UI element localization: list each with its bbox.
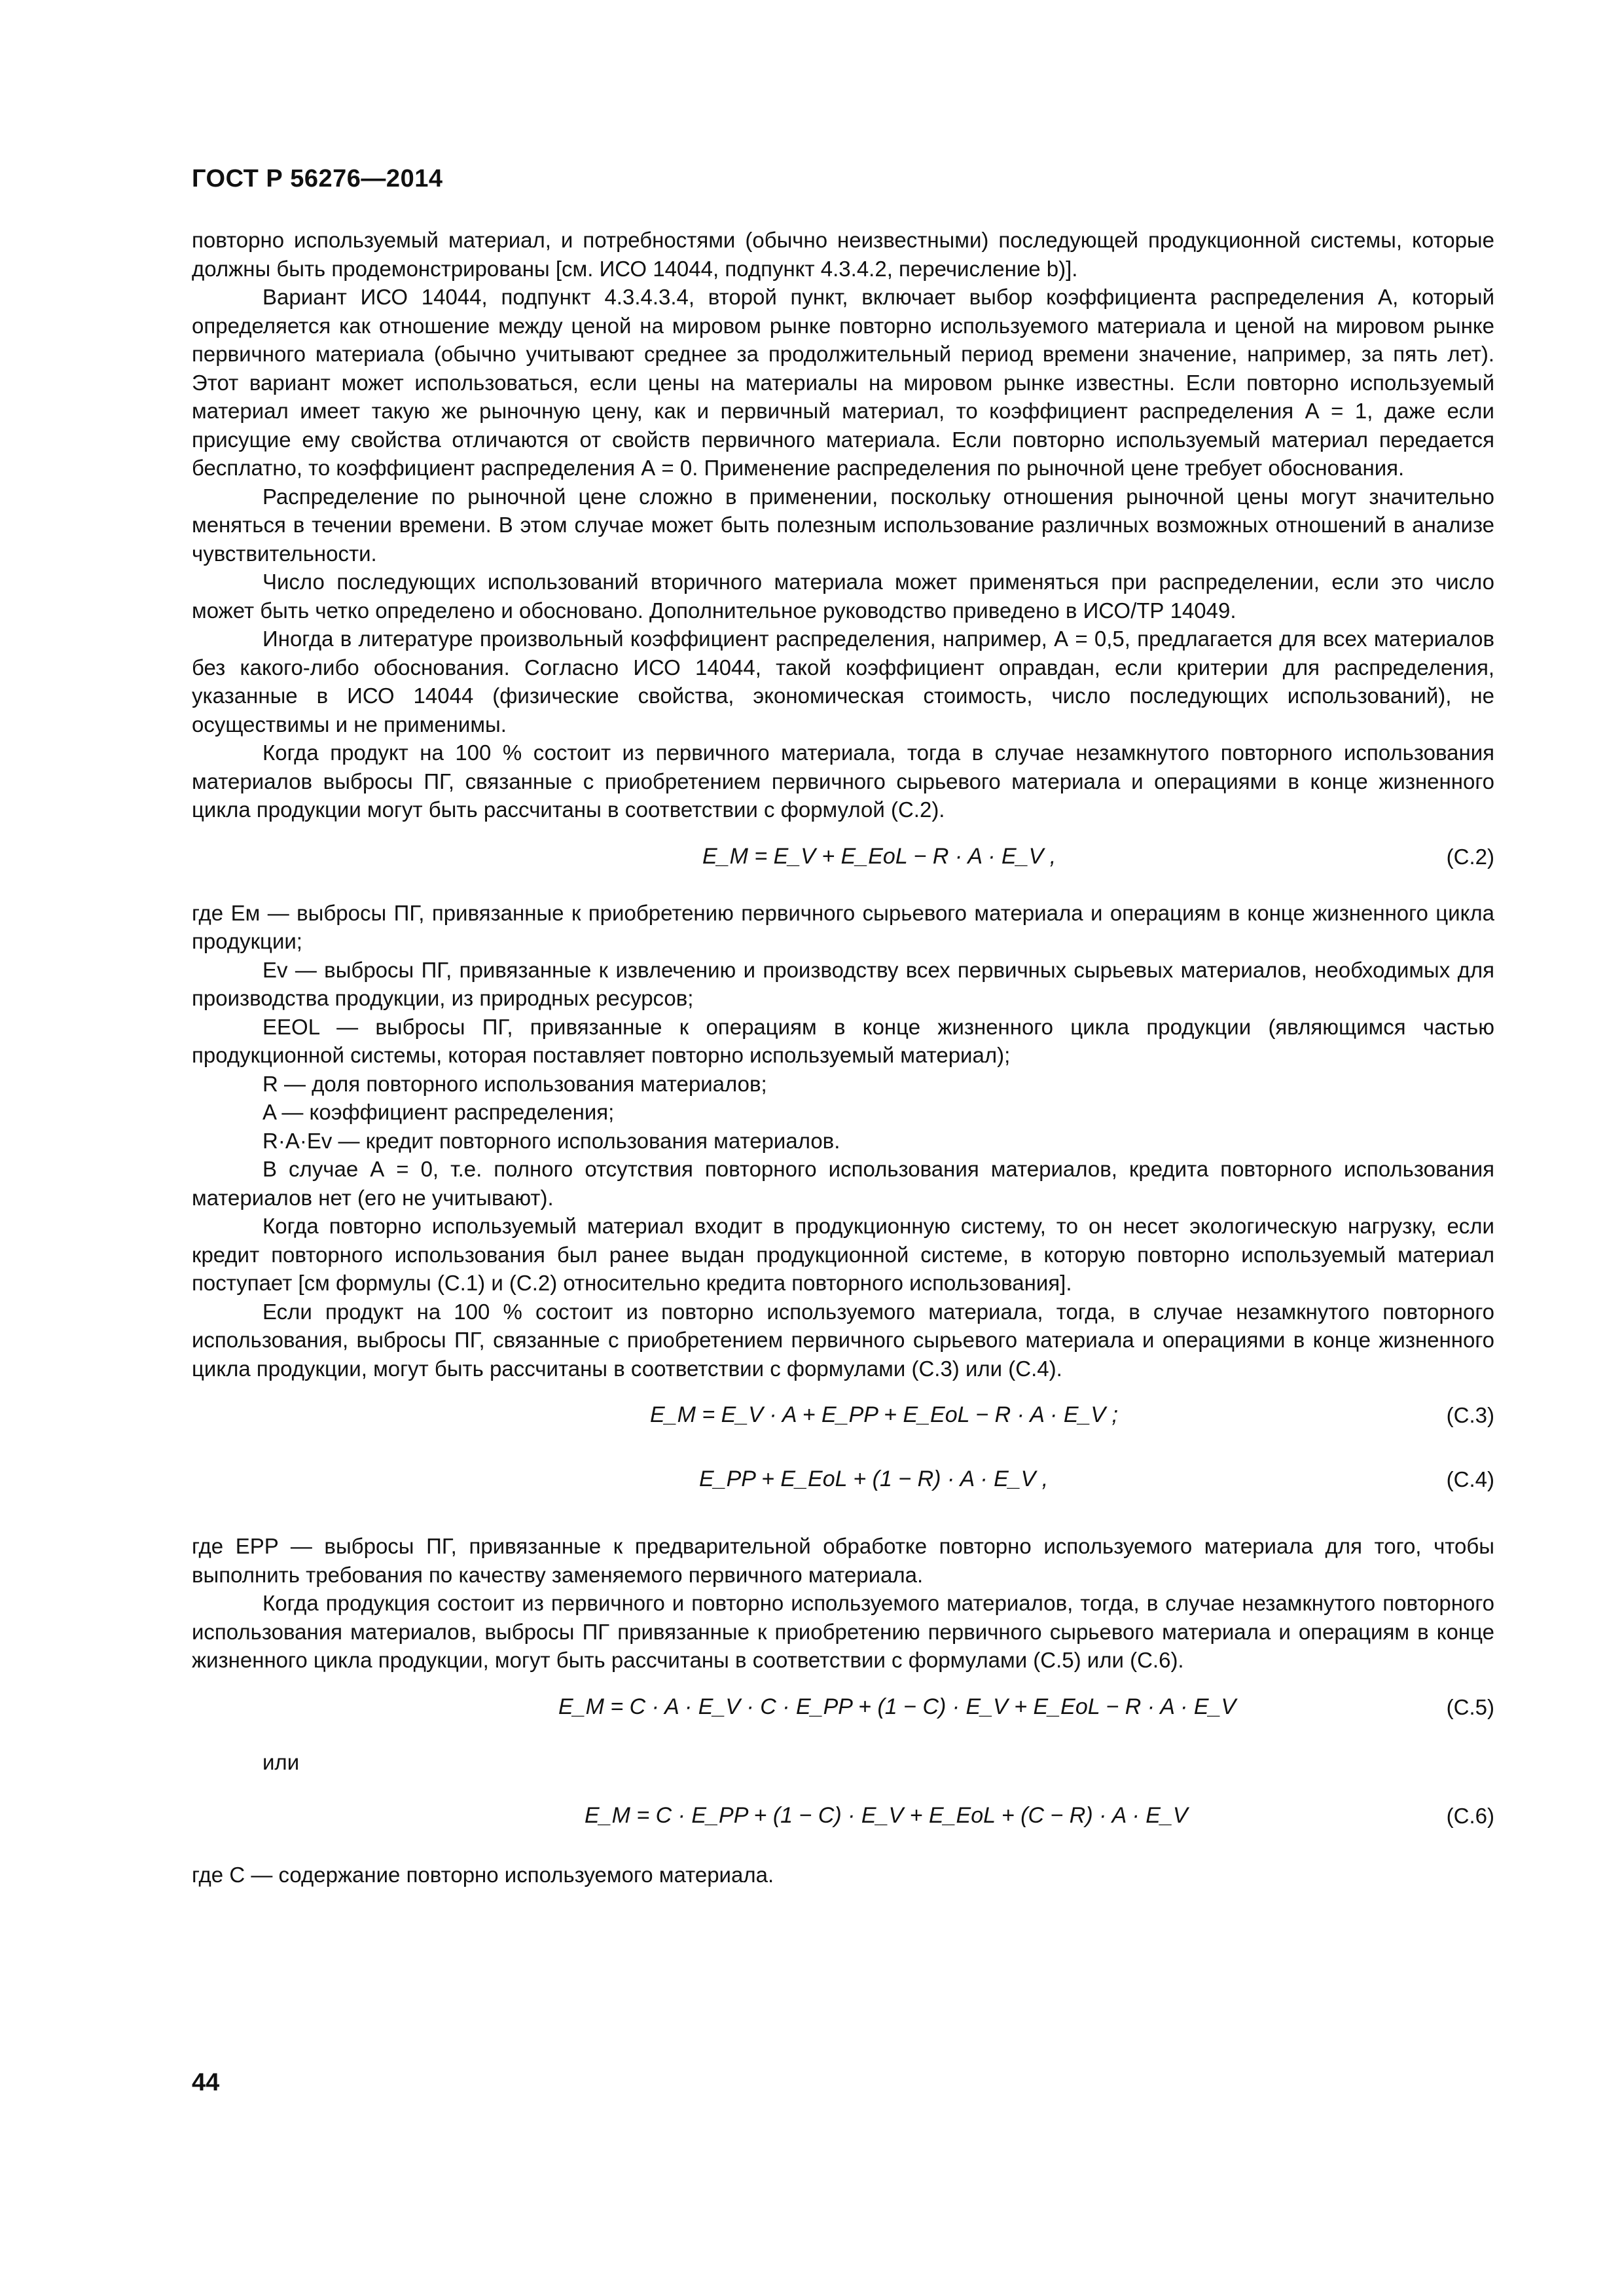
paragraph: Вариант ИСО 14044, подпункт 4.3.4.3.4, второй пункт, включает выбор коэффициента распределения А, который определяется как отношение между ценой на мировом рынке повторно используемого материала и ценой на мировом рынке первичного материала (обычно учитывают среднее за продолжительный период времени значение, например, за пять лет). Этот вариант может использоваться, если цены на материалы на мировом рынке известны. Если повторно используемый материал имеет такую же рыночную цену, как и первичный материал, то коэффициент распределения А = 1, даже если присущие ему свойства отличаются от свойств первичного материала. Если повторно используемый материал передается бесплатно, то коэффициент распределения А = 0. Применение распределения по рыночной цене требует обоснования. (192, 285, 1494, 480)
paragraph: Когда повторно используемый материал входит в продукционную систему, то он несет экологическую нагрузку, если кредит повторного использования был ранее выдан продукционной системе, в которую повторно используемый материал поступает [см формулы (С.1) и (С.2) относительно кредита повторного использования]. (192, 1214, 1494, 1295)
definition: R — доля повторного использования материалов; (262, 1071, 767, 1096)
document-header: ГОСТ Р 56276—2014 (192, 165, 443, 192)
formula-c4-row (192, 1451, 1494, 1511)
formula-c5: E_M = C · A · E_V · C · E_PP + (1 − C) · E_V + E_EoL − R · A · E_V (558, 1694, 1236, 1719)
formula-number: (С.3) (1446, 1403, 1494, 1427)
definition: A — коэффициент распределения; (262, 1100, 615, 1124)
document-body (192, 226, 1494, 1889)
paragraph: повторно используемый материал, и потребностями (обычно неизвестными) последующей продукционной системы, которые должны быть продемонстрированы [см. ИСО 14044, подпункт 4.3.4.2, перечисление b)]. (192, 228, 1494, 281)
formula-number: (С.6) (1446, 1803, 1494, 1828)
paragraph: В случае А = 0, т.е. полного отсутствия повторного использования материалов, кредита повторного использования материалов нет (его не учитывают). (192, 1157, 1494, 1210)
formula-c4: E_PP + E_EoL + (1 − R) · A · E_V , (699, 1467, 1049, 1491)
or-word: или (262, 1749, 300, 1774)
formula-c2-row (192, 828, 1494, 895)
paragraph: Иногда в литературе произвольный коэффициент распределения, например, А = 0,5, предлагается для всех материалов без какого-либо обоснования. Согласно ИСО 14044, такой коэффициент оправдан, если критерии для распределения, указанные в ИСО 14044 (физические свойства, экономическая стоимость, число последующих использований), не осуществимы и не применимы. (192, 627, 1494, 737)
formula-c6: E_M = C · E_PP + (1 − C) · E_V + E_EoL + (C − R) · A · E_V (585, 1802, 1188, 1828)
paragraph: Если продукт на 100 % состоит из повторно используемого материала, тогда, в случае незамкнутого повторного использования, выбросы ПГ, связанные с приобретением первичного сырьевого материала и операциями в конце жизненного цикла продукции, могут быть рассчитаны в соответствии с формулами (С.3) или (С.4). (192, 1299, 1494, 1381)
paragraph: Число последующих использований вторичного материала может применяться при распределении, если это число может быть четко определено и обосновано. Дополнительное руководство приведено в ИСО/ТР 14049. (192, 570, 1494, 623)
formula-c3: E_M = E_V · A + E_PP + E_EoL − R · A · E_V ; (650, 1402, 1118, 1427)
formula-c5-row (192, 1679, 1494, 1739)
definition: где Eм — выбросы ПГ, привязанные к приобретению первичного сырьевого материала и операциям в конце жизненного цикла продукции; (192, 900, 1494, 953)
paragraph: Когда продукция состоит из первичного и повторно используемого материалов, тогда, в случае незамкнутого повторного использования материалов, выбросы ПГ привязанные к приобретению первичного сырьевого материала и операциям в конце жизненного цикла продукции, могут быть рассчитаны в соответствии с формулами (С.5) или (С.6). (192, 1591, 1494, 1672)
formula-number: (С.4) (1446, 1467, 1494, 1491)
formula-number: (С.2) (1446, 844, 1494, 869)
formula-c6-row (192, 1787, 1494, 1848)
definition: Ev — выбросы ПГ, привязанные к извлечению и производству всех первичных сырьевых материалов, необходимых для производства продукции, из природных ресурсов; (192, 957, 1494, 1010)
paragraph: Когда продукт на 100 % состоит из первичного материала, тогда в случае незамкнутого повторного использования материалов выбросы ПГ, связанные с приобретением первичного сырьевого материала и операциями в конце жизненного цикла продукции могут быть рассчитаны в соответствии с формулой (С.2). (192, 740, 1494, 822)
paragraph: где EPP — выбросы ПГ, привязанные к предварительной обработке повторно используемого материала для того, чтобы выполнить требования по качеству заменяемого первичного материала. (192, 1534, 1494, 1587)
formula-number: (С.5) (1446, 1694, 1494, 1719)
formula-c2: E_M = E_V + E_EoL − R · A · E_V , (702, 843, 1056, 869)
definition: EEOL — выбросы ПГ, привязанные к операциям в конце жизненного цикла продукции (являющимся частью продукционной системы, которая поставляет повторно используемый материал); (192, 1014, 1494, 1067)
definition: R·A·Ev — кредит повторного использования материалов. (262, 1128, 840, 1153)
paragraph: Распределение по рыночной цене сложно в применении, поскольку отношения рыночной цены могут значительно меняться в течении времени. В этом случае может быть полезным использование различных возможных отношений в анализе чувствительности. (192, 484, 1494, 566)
formula-c3-row (192, 1387, 1494, 1447)
page-number: 44 (192, 2069, 220, 2096)
closing-definition: где С — содержание повторно используемого материала. (192, 1862, 774, 1887)
or-word-row (192, 1743, 1494, 1783)
